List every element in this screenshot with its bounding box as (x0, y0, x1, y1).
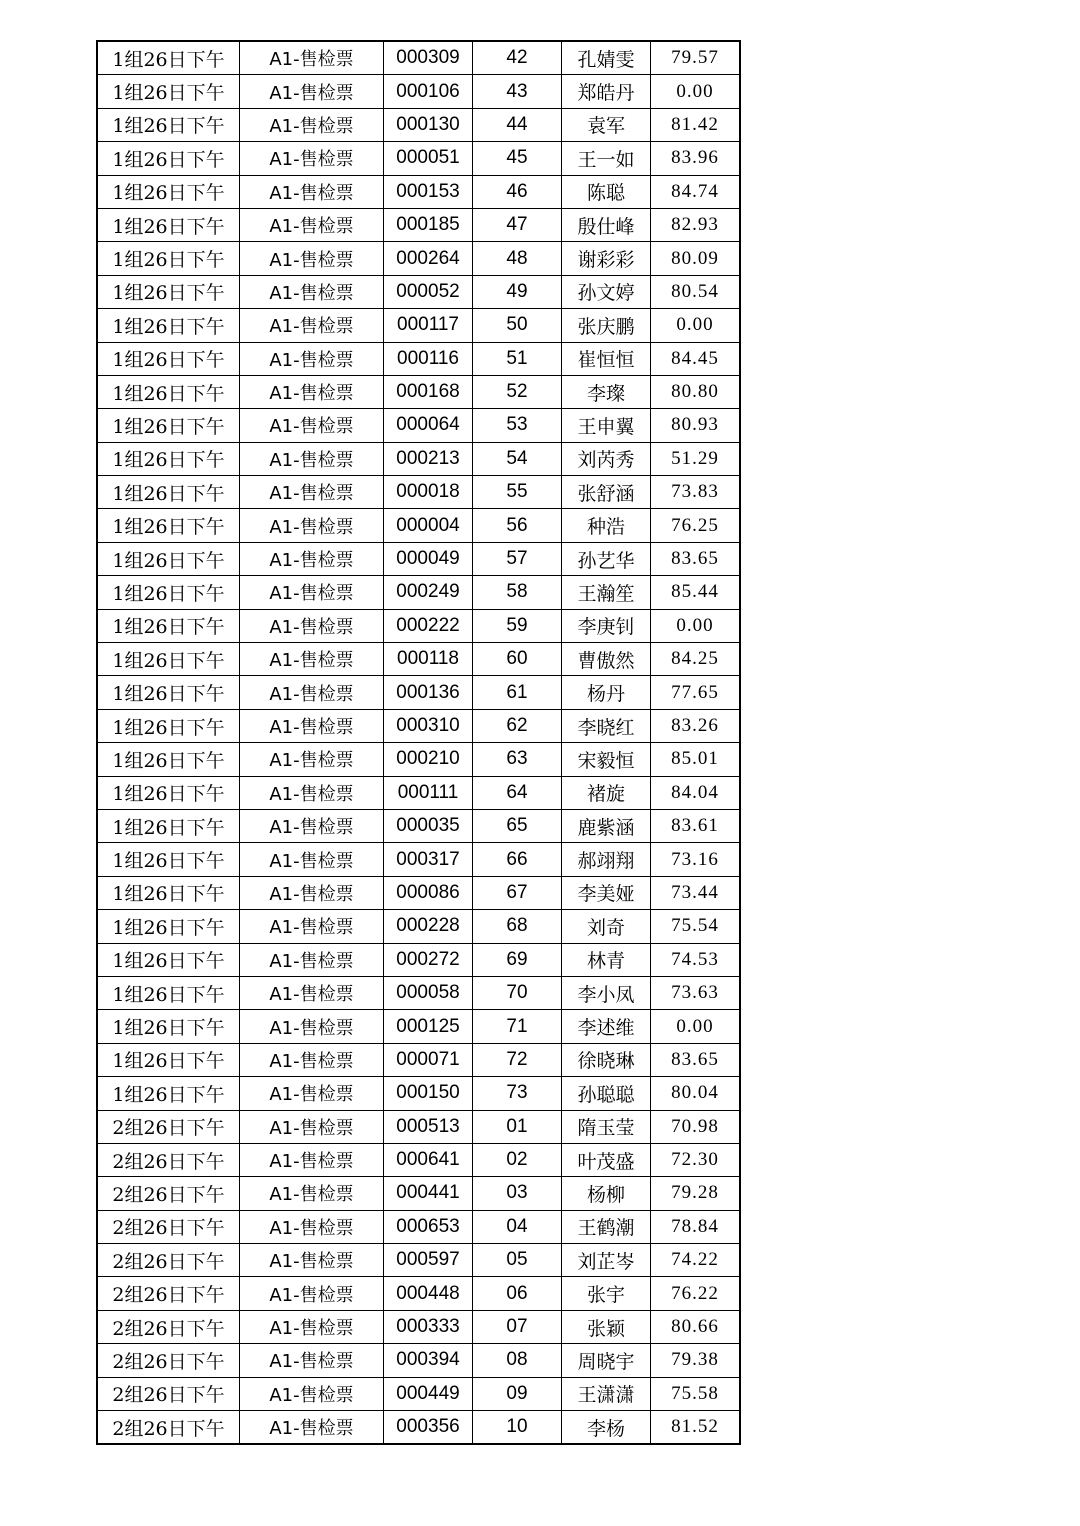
position-cell: A1-售检票 (240, 1411, 384, 1445)
table-row (97, 375, 740, 408)
score-cell: 73.44 (651, 876, 741, 909)
position-cell: A1-售检票 (240, 876, 384, 909)
score-cell: 75.54 (651, 910, 741, 943)
position-cell: A1-售检票 (240, 509, 384, 542)
score-cell: 80.54 (651, 275, 741, 308)
candidate-id-cell: 000051 (384, 142, 473, 175)
score-cell: 80.93 (651, 409, 741, 442)
candidate-id-cell: 000317 (384, 843, 473, 876)
position-cell: A1-售检票 (240, 1110, 384, 1143)
table-row (97, 1310, 740, 1343)
position-cell: A1-售检票 (240, 108, 384, 141)
table-row (97, 275, 740, 308)
table-row (97, 609, 740, 642)
candidate-id-cell: 000448 (384, 1277, 473, 1310)
table-row (97, 409, 740, 442)
candidate-id-cell: 000641 (384, 1143, 473, 1176)
seat-number-cell: 03 (473, 1177, 562, 1210)
candidate-name-cell: 孙艺华 (562, 542, 651, 575)
group-session-cell: 2组26日下午 (97, 1177, 240, 1210)
score-table (96, 40, 741, 1445)
table-row (97, 576, 740, 609)
candidate-id-cell: 000125 (384, 1010, 473, 1043)
seat-number-cell: 73 (473, 1077, 562, 1110)
candidate-name-cell: 张宇 (562, 1277, 651, 1310)
candidate-id-cell: 000106 (384, 75, 473, 108)
table-row (97, 743, 740, 776)
group-session-cell: 1组26日下午 (97, 1010, 240, 1043)
seat-number-cell: 45 (473, 142, 562, 175)
group-session-cell: 1组26日下午 (97, 542, 240, 575)
candidate-id-cell: 000449 (384, 1377, 473, 1410)
seat-number-cell: 59 (473, 609, 562, 642)
seat-number-cell: 07 (473, 1310, 562, 1343)
candidate-name-cell: 张舒涵 (562, 476, 651, 509)
position-cell: A1-售检票 (240, 175, 384, 208)
candidate-id-cell: 000004 (384, 509, 473, 542)
seat-number-cell: 55 (473, 476, 562, 509)
candidate-id-cell: 000210 (384, 743, 473, 776)
table-row (97, 41, 740, 75)
position-cell: A1-售检票 (240, 542, 384, 575)
candidate-name-cell: 王潇潇 (562, 1377, 651, 1410)
table-row (97, 1377, 740, 1410)
seat-number-cell: 51 (473, 342, 562, 375)
seat-number-cell: 52 (473, 375, 562, 408)
score-cell: 78.84 (651, 1210, 741, 1243)
position-cell: A1-售检票 (240, 242, 384, 275)
candidate-id-cell: 000150 (384, 1077, 473, 1110)
table-row (97, 1043, 740, 1076)
position-cell: A1-售检票 (240, 910, 384, 943)
group-session-cell: 1组26日下午 (97, 609, 240, 642)
group-session-cell: 1组26日下午 (97, 809, 240, 842)
score-cell: 83.96 (651, 142, 741, 175)
position-cell: A1-售检票 (240, 309, 384, 342)
score-cell: 83.61 (651, 809, 741, 842)
group-session-cell: 2组26日下午 (97, 1210, 240, 1243)
candidate-name-cell: 李璨 (562, 375, 651, 408)
score-cell: 80.04 (651, 1077, 741, 1110)
score-cell: 81.52 (651, 1411, 741, 1445)
candidate-name-cell: 种浩 (562, 509, 651, 542)
group-session-cell: 1组26日下午 (97, 709, 240, 742)
table-row (97, 309, 740, 342)
position-cell: A1-售检票 (240, 375, 384, 408)
position-cell: A1-售检票 (240, 1177, 384, 1210)
candidate-name-cell: 刘奇 (562, 910, 651, 943)
seat-number-cell: 43 (473, 75, 562, 108)
score-cell: 70.98 (651, 1110, 741, 1143)
seat-number-cell: 06 (473, 1277, 562, 1310)
group-session-cell: 1组26日下午 (97, 576, 240, 609)
candidate-name-cell: 曹傲然 (562, 643, 651, 676)
score-cell: 79.28 (651, 1177, 741, 1210)
candidate-id-cell: 000441 (384, 1177, 473, 1210)
seat-number-cell: 65 (473, 809, 562, 842)
table-row (97, 442, 740, 475)
score-cell: 74.53 (651, 943, 741, 976)
seat-number-cell: 68 (473, 910, 562, 943)
seat-number-cell: 46 (473, 175, 562, 208)
seat-number-cell: 61 (473, 676, 562, 709)
seat-number-cell: 47 (473, 208, 562, 241)
candidate-name-cell: 王瀚笙 (562, 576, 651, 609)
candidate-id-cell: 000394 (384, 1344, 473, 1377)
candidate-id-cell: 000249 (384, 576, 473, 609)
candidate-name-cell: 王鹤潮 (562, 1210, 651, 1243)
seat-number-cell: 64 (473, 776, 562, 809)
candidate-id-cell: 000213 (384, 442, 473, 475)
table-row (97, 1277, 740, 1310)
group-session-cell: 2组26日下午 (97, 1344, 240, 1377)
candidate-id-cell: 000168 (384, 375, 473, 408)
seat-number-cell: 63 (473, 743, 562, 776)
table-row (97, 242, 740, 275)
candidate-name-cell: 王申翼 (562, 409, 651, 442)
position-cell: A1-售检票 (240, 1244, 384, 1277)
score-cell: 73.63 (651, 976, 741, 1009)
seat-number-cell: 57 (473, 542, 562, 575)
candidate-id-cell: 000185 (384, 208, 473, 241)
candidate-id-cell: 000111 (384, 776, 473, 809)
candidate-name-cell: 林青 (562, 943, 651, 976)
group-session-cell: 1组26日下午 (97, 943, 240, 976)
position-cell: A1-售检票 (240, 976, 384, 1009)
position-cell: A1-售检票 (240, 41, 384, 75)
candidate-id-cell: 000136 (384, 676, 473, 709)
seat-number-cell: 67 (473, 876, 562, 909)
seat-number-cell: 09 (473, 1377, 562, 1410)
score-cell: 79.38 (651, 1344, 741, 1377)
score-cell: 84.04 (651, 776, 741, 809)
seat-number-cell: 49 (473, 275, 562, 308)
position-cell: A1-售检票 (240, 643, 384, 676)
position-cell: A1-售检票 (240, 1143, 384, 1176)
group-session-cell: 1组26日下午 (97, 342, 240, 375)
score-cell: 76.25 (651, 509, 741, 542)
candidate-name-cell: 孙聪聪 (562, 1077, 651, 1110)
position-cell: A1-售检票 (240, 743, 384, 776)
position-cell: A1-售检票 (240, 476, 384, 509)
candidate-name-cell: 李杨 (562, 1411, 651, 1445)
score-cell: 83.65 (651, 1043, 741, 1076)
group-session-cell: 1组26日下午 (97, 876, 240, 909)
candidate-name-cell: 隋玉莹 (562, 1110, 651, 1143)
score-cell: 76.22 (651, 1277, 741, 1310)
candidate-name-cell: 叶茂盛 (562, 1143, 651, 1176)
score-cell: 72.30 (651, 1143, 741, 1176)
candidate-id-cell: 000064 (384, 409, 473, 442)
table-row (97, 709, 740, 742)
seat-number-cell: 44 (473, 108, 562, 141)
candidate-name-cell: 宋毅恒 (562, 743, 651, 776)
candidate-name-cell: 杨柳 (562, 1177, 651, 1210)
table-row (97, 509, 740, 542)
candidate-id-cell: 000228 (384, 910, 473, 943)
position-cell: A1-售检票 (240, 943, 384, 976)
candidate-name-cell: 孙文婷 (562, 275, 651, 308)
group-session-cell: 2组26日下午 (97, 1143, 240, 1176)
position-cell: A1-售检票 (240, 709, 384, 742)
candidate-id-cell: 000118 (384, 643, 473, 676)
table-row (97, 876, 740, 909)
group-session-cell: 1组26日下午 (97, 1043, 240, 1076)
candidate-id-cell: 000058 (384, 976, 473, 1009)
score-cell: 0.00 (651, 1010, 741, 1043)
candidate-id-cell: 000018 (384, 476, 473, 509)
table-row (97, 476, 740, 509)
seat-number-cell: 70 (473, 976, 562, 1009)
table-row (97, 776, 740, 809)
seat-number-cell: 54 (473, 442, 562, 475)
candidate-id-cell: 000052 (384, 275, 473, 308)
group-session-cell: 1组26日下午 (97, 142, 240, 175)
position-cell: A1-售检票 (240, 609, 384, 642)
group-session-cell: 2组26日下午 (97, 1310, 240, 1343)
candidate-id-cell: 000272 (384, 943, 473, 976)
candidate-id-cell: 000597 (384, 1244, 473, 1277)
group-session-cell: 1组26日下午 (97, 375, 240, 408)
position-cell: A1-售检票 (240, 1010, 384, 1043)
score-cell: 83.26 (651, 709, 741, 742)
position-cell: A1-售检票 (240, 1310, 384, 1343)
table-row (97, 208, 740, 241)
table-row (97, 976, 740, 1009)
group-session-cell: 2组26日下午 (97, 1110, 240, 1143)
candidate-name-cell: 李小凤 (562, 976, 651, 1009)
table-row (97, 1244, 740, 1277)
candidate-name-cell: 王一如 (562, 142, 651, 175)
candidate-id-cell: 000130 (384, 108, 473, 141)
candidate-name-cell: 郑皓丹 (562, 75, 651, 108)
table-row (97, 1210, 740, 1243)
candidate-name-cell: 袁军 (562, 108, 651, 141)
candidate-id-cell: 000071 (384, 1043, 473, 1076)
position-cell: A1-售检票 (240, 776, 384, 809)
seat-number-cell: 69 (473, 943, 562, 976)
candidate-name-cell: 李美娅 (562, 876, 651, 909)
candidate-name-cell: 陈聪 (562, 175, 651, 208)
seat-number-cell: 58 (473, 576, 562, 609)
seat-number-cell: 71 (473, 1010, 562, 1043)
candidate-name-cell: 张颖 (562, 1310, 651, 1343)
group-session-cell: 1组26日下午 (97, 175, 240, 208)
seat-number-cell: 10 (473, 1411, 562, 1445)
score-cell: 0.00 (651, 75, 741, 108)
candidate-id-cell: 000116 (384, 342, 473, 375)
seat-number-cell: 02 (473, 1143, 562, 1176)
score-cell: 74.22 (651, 1244, 741, 1277)
position-cell: A1-售检票 (240, 1377, 384, 1410)
group-session-cell: 1组26日下午 (97, 776, 240, 809)
table-row (97, 676, 740, 709)
score-cell: 80.09 (651, 242, 741, 275)
position-cell: A1-售检票 (240, 1344, 384, 1377)
seat-number-cell: 42 (473, 41, 562, 75)
score-cell: 85.44 (651, 576, 741, 609)
group-session-cell: 1组26日下午 (97, 1077, 240, 1110)
group-session-cell: 2组26日下午 (97, 1277, 240, 1310)
table-row (97, 643, 740, 676)
table-row (97, 75, 740, 108)
group-session-cell: 1组26日下午 (97, 643, 240, 676)
candidate-id-cell: 000309 (384, 41, 473, 75)
seat-number-cell: 66 (473, 843, 562, 876)
seat-number-cell: 48 (473, 242, 562, 275)
candidate-id-cell: 000333 (384, 1310, 473, 1343)
seat-number-cell: 08 (473, 1344, 562, 1377)
seat-number-cell: 62 (473, 709, 562, 742)
candidate-name-cell: 鹿紫涵 (562, 809, 651, 842)
group-session-cell: 2组26日下午 (97, 1377, 240, 1410)
group-session-cell: 2组26日下午 (97, 1244, 240, 1277)
candidate-name-cell: 褚旋 (562, 776, 651, 809)
position-cell: A1-售检票 (240, 75, 384, 108)
score-cell: 75.58 (651, 1377, 741, 1410)
group-session-cell: 1组26日下午 (97, 275, 240, 308)
score-cell: 73.83 (651, 476, 741, 509)
score-cell: 84.45 (651, 342, 741, 375)
candidate-name-cell: 李述维 (562, 1010, 651, 1043)
score-cell: 85.01 (651, 743, 741, 776)
candidate-id-cell: 000310 (384, 709, 473, 742)
candidate-name-cell: 孔婧雯 (562, 41, 651, 75)
table-row (97, 1411, 740, 1445)
group-session-cell: 1组26日下午 (97, 976, 240, 1009)
candidate-id-cell: 000264 (384, 242, 473, 275)
score-cell: 73.16 (651, 843, 741, 876)
score-cell: 51.29 (651, 442, 741, 475)
position-cell: A1-售检票 (240, 809, 384, 842)
group-session-cell: 2组26日下午 (97, 1411, 240, 1445)
candidate-id-cell: 000513 (384, 1110, 473, 1143)
candidate-id-cell: 000117 (384, 309, 473, 342)
candidate-name-cell: 殷仕峰 (562, 208, 651, 241)
score-cell: 79.57 (651, 41, 741, 75)
candidate-id-cell: 000653 (384, 1210, 473, 1243)
position-cell: A1-售检票 (240, 208, 384, 241)
group-session-cell: 1组26日下午 (97, 442, 240, 475)
table-row (97, 1110, 740, 1143)
score-cell: 82.93 (651, 208, 741, 241)
position-cell: A1-售检票 (240, 1043, 384, 1076)
seat-number-cell: 05 (473, 1244, 562, 1277)
candidate-id-cell: 000049 (384, 542, 473, 575)
table-row (97, 943, 740, 976)
table-row (97, 809, 740, 842)
candidate-name-cell: 周晓宇 (562, 1344, 651, 1377)
group-session-cell: 1组26日下午 (97, 75, 240, 108)
score-table-body (97, 41, 740, 1444)
group-session-cell: 1组26日下午 (97, 208, 240, 241)
table-row (97, 1010, 740, 1043)
score-cell: 0.00 (651, 309, 741, 342)
candidate-name-cell: 徐晓琳 (562, 1043, 651, 1076)
candidate-name-cell: 崔恒恒 (562, 342, 651, 375)
seat-number-cell: 56 (473, 509, 562, 542)
group-session-cell: 1组26日下午 (97, 843, 240, 876)
group-session-cell: 1组26日下午 (97, 242, 240, 275)
group-session-cell: 1组26日下午 (97, 743, 240, 776)
score-cell: 0.00 (651, 609, 741, 642)
position-cell: A1-售检票 (240, 576, 384, 609)
candidate-id-cell: 000222 (384, 609, 473, 642)
candidate-name-cell: 郝翊翔 (562, 843, 651, 876)
table-row (97, 108, 740, 141)
table-row (97, 1177, 740, 1210)
table-row (97, 342, 740, 375)
position-cell: A1-售检票 (240, 275, 384, 308)
table-row (97, 843, 740, 876)
position-cell: A1-售检票 (240, 442, 384, 475)
score-cell: 84.25 (651, 643, 741, 676)
table-row (97, 175, 740, 208)
position-cell: A1-售检票 (240, 1210, 384, 1243)
candidate-name-cell: 刘芷岑 (562, 1244, 651, 1277)
seat-number-cell: 72 (473, 1043, 562, 1076)
candidate-name-cell: 李庚钊 (562, 609, 651, 642)
score-cell: 80.80 (651, 375, 741, 408)
candidate-name-cell: 杨丹 (562, 676, 651, 709)
group-session-cell: 1组26日下午 (97, 910, 240, 943)
score-cell: 77.65 (651, 676, 741, 709)
group-session-cell: 1组26日下午 (97, 676, 240, 709)
candidate-id-cell: 000086 (384, 876, 473, 909)
position-cell: A1-售检票 (240, 142, 384, 175)
table-row (97, 542, 740, 575)
candidate-id-cell: 000356 (384, 1411, 473, 1445)
position-cell: A1-售检票 (240, 843, 384, 876)
candidate-name-cell: 刘芮秀 (562, 442, 651, 475)
candidate-id-cell: 000035 (384, 809, 473, 842)
seat-number-cell: 01 (473, 1110, 562, 1143)
table-row (97, 910, 740, 943)
table-row (97, 1143, 740, 1176)
candidate-id-cell: 000153 (384, 175, 473, 208)
group-session-cell: 1组26日下午 (97, 509, 240, 542)
score-cell: 83.65 (651, 542, 741, 575)
seat-number-cell: 53 (473, 409, 562, 442)
score-cell: 81.42 (651, 108, 741, 141)
seat-number-cell: 60 (473, 643, 562, 676)
score-cell: 80.66 (651, 1310, 741, 1343)
table-row (97, 1077, 740, 1110)
group-session-cell: 1组26日下午 (97, 309, 240, 342)
group-session-cell: 1组26日下午 (97, 476, 240, 509)
candidate-name-cell: 谢彩彩 (562, 242, 651, 275)
seat-number-cell: 04 (473, 1210, 562, 1243)
table-row (97, 142, 740, 175)
group-session-cell: 1组26日下午 (97, 108, 240, 141)
score-cell: 84.74 (651, 175, 741, 208)
table-row (97, 1344, 740, 1377)
candidate-name-cell: 李晓红 (562, 709, 651, 742)
candidate-name-cell: 张庆鹏 (562, 309, 651, 342)
position-cell: A1-售检票 (240, 342, 384, 375)
position-cell: A1-售检票 (240, 1277, 384, 1310)
group-session-cell: 1组26日下午 (97, 41, 240, 75)
position-cell: A1-售检票 (240, 409, 384, 442)
position-cell: A1-售检票 (240, 1077, 384, 1110)
position-cell: A1-售检票 (240, 676, 384, 709)
seat-number-cell: 50 (473, 309, 562, 342)
group-session-cell: 1组26日下午 (97, 409, 240, 442)
